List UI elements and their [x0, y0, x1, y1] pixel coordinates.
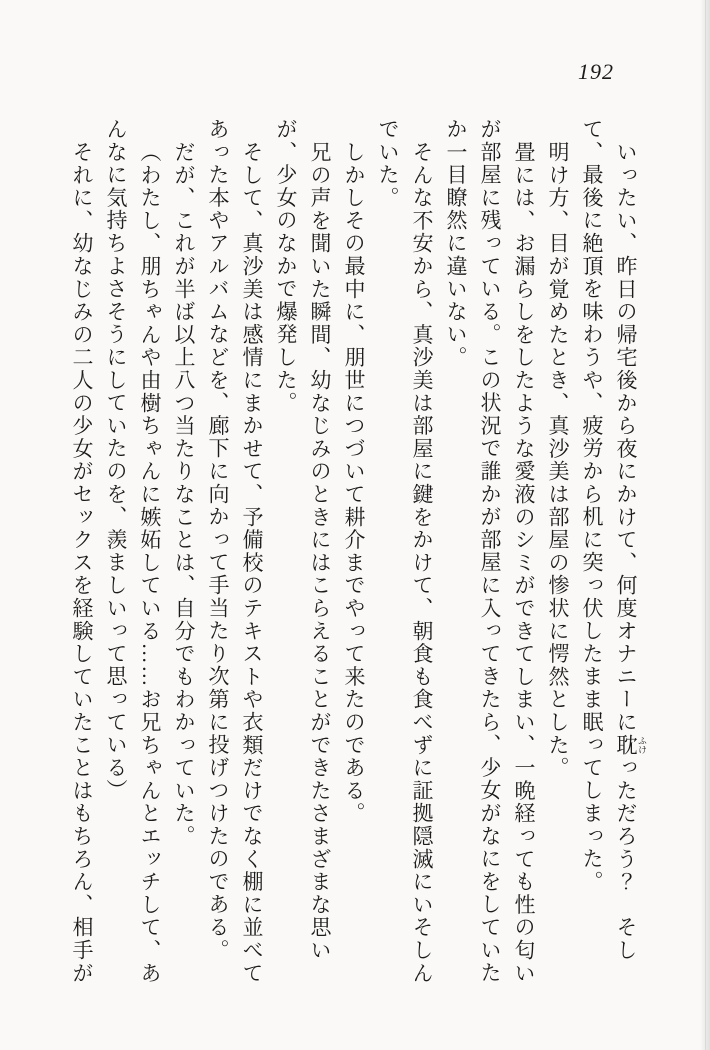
paragraph: だが、これが半ば以上八つ当たりなことは、自分でもわかっていた。: [172, 141, 196, 848]
page-edge-line: [705, 0, 706, 1050]
ruby-annotated-word: 耽 ふけ: [614, 733, 647, 757]
paragraph: しかしその最中に、朋世につづいて耕介までやって来たのである。: [342, 141, 366, 825]
paragraph: そんな不安から、真沙美は部屋に鍵をかけて、朝食も食べずに証拠隠滅にいそしんでいた。: [376, 118, 434, 985]
paragraph: 畳には、お漏らしをしたような愛液のシミができてしまい、一晩経っても性の匂いが部屋に残っている。この状況で誰かが部屋に入ってきたら、少女がなにをしていたか一目瞭然に違いない。: [444, 118, 536, 985]
paragraph: それに、幼なじみの二人の少女がセックスを経験していたことはもちろん、相手が: [70, 141, 94, 985]
paragraph: 兄の声を聞いた瞬間、幼なじみのときにはこらえることができたさまざまな思いが、少女のなかで爆発した。: [274, 118, 332, 962]
paragraph: いったい、昨日の帰宅後から夜にかけて、何度オナニーに耽 ふけっただろう？ そして、最後に絶頂を味わうや、疲労から机に突っ伏したまま眠ってしまった。: [580, 118, 647, 962]
page-edge-shadow: [700, 0, 710, 1050]
body-text: [65, 118, 647, 986]
paragraph: 明け方、目が覚めたとき、真沙美は部屋の惨状に愕然とした。: [546, 141, 570, 780]
paragraph: （わたし、朋ちゃんや由樹ちゃんに嫉妬している……お兄ちゃんとエッチして、あんなに気持ちよさそうにしていたのを、羨ましいって思っている）: [104, 118, 162, 985]
paragraph: そして、真沙美は感情にまかせて、予備校のテキストや衣類だけでなく棚に並べてあった本やアルバムなどを、廊下に向かって手当たり次第に投げつけたのである。: [206, 118, 264, 985]
page-number: 192: [578, 59, 614, 84]
furigana: ふけ: [637, 733, 647, 757]
